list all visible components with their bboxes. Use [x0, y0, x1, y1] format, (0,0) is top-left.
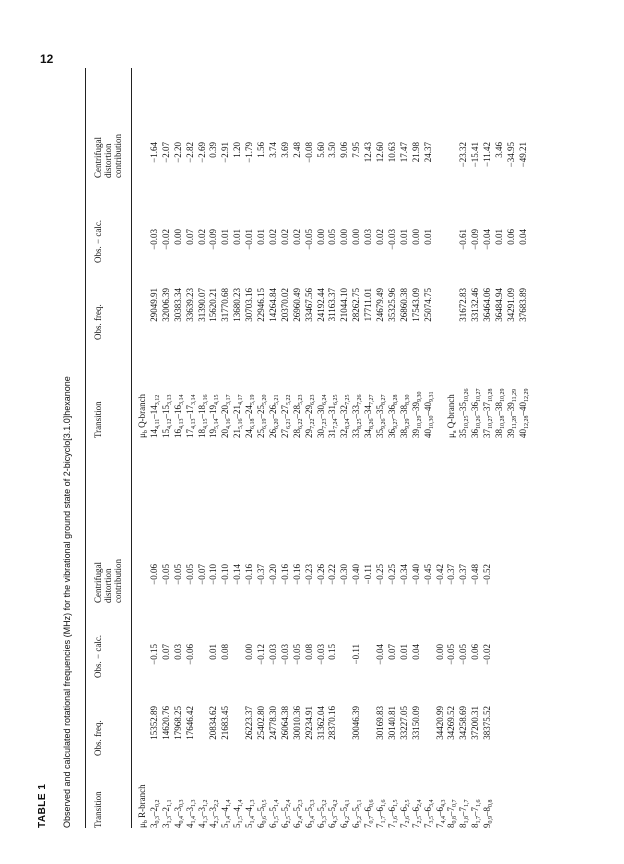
right-d-cell: 0.01 [494, 229, 504, 245]
right-d-cell: 0.05 [327, 229, 338, 245]
left-d-cell: 0.01 [398, 644, 409, 660]
left-c-cell: −0.05 [160, 564, 171, 585]
page-number: 12 [40, 52, 54, 66]
left-t-cell: $4_{2,3}-3_{2,2}$ [208, 799, 221, 828]
right-c-cell: −2.91 [220, 142, 231, 163]
left-t-cell: $7_{2,6}-6_{2,5}$ [398, 799, 411, 828]
right-d-cell: 0.04 [517, 229, 528, 245]
right-f-cell: 17711.01 [363, 288, 374, 322]
left-d-cell: 0.15 [327, 644, 338, 660]
right-c-cell: −1.79 [244, 142, 255, 163]
right-c-cell: −2.69 [196, 142, 207, 163]
left-d-cell: −0.15 [148, 644, 159, 665]
right-c-cell: 9.06 [339, 142, 350, 158]
right-c-cell: 7.95 [351, 142, 362, 158]
left-t-cell: $4_{1,3}-3_{1,2}$ [196, 799, 209, 828]
left-c-cell: −0.11 [363, 564, 374, 585]
right-f-cell: 33639.23 [184, 288, 195, 322]
right-t-cell: $37_{10,27}-37_{10,28}$ [482, 388, 495, 438]
right-t-cell: $\mu_a$ Q-branch [446, 394, 459, 438]
right-f-cell: 29049.91 [148, 288, 159, 322]
right-f-cell: 31390.07 [196, 288, 207, 322]
left-f-cell: 34258.69 [458, 706, 469, 740]
left-f-cell: 37200.31 [470, 706, 481, 740]
left-d-cell: −0.03 [279, 644, 290, 665]
right-c-cell: 3.50 [327, 142, 338, 158]
left-t-cell: $6_{1,5}-5_{1,4}$ [267, 799, 280, 828]
right-t-cell: $25_{6,19}-25_{5,20}$ [256, 394, 268, 438]
left-t-cell: $6_{4,2}-5_{4,1}$ [339, 799, 352, 828]
right-c-cell: −0.08 [303, 142, 314, 163]
left-c-cell: −0.16 [291, 564, 302, 585]
right-t-cell: $34_{8,26}-34_{7,27}$ [363, 394, 376, 438]
left-d-cell: 0.00 [434, 644, 445, 660]
left-d-cell: 0.04 [410, 644, 421, 660]
left-t-cell: $6_{3,4}-5_{3,3}$ [303, 799, 316, 828]
left-t-cell: $8_{1,8}-7_{1,7}$ [458, 799, 471, 828]
left-d-cell: −0.06 [184, 644, 195, 665]
right-f-cell: 30703.16 [244, 288, 255, 322]
right-f-cell: 25074.75 [422, 288, 433, 322]
left-f-cell: 26064.38 [279, 706, 290, 740]
top-rule [85, 68, 86, 828]
right-f-cell: 24192.44 [315, 288, 326, 322]
right-t-cell: $36_{10,26}-36_{10,27}$ [470, 388, 483, 438]
right-c-cell: 2.48 [291, 142, 302, 158]
right-d-cell: 0.01 [220, 229, 231, 245]
right-t-cell: $38_{10,28}-38_{10,29}$ [494, 388, 506, 438]
right-t-cell: $38_{9,29}-38_{8,30}$ [398, 394, 411, 438]
right-c-cell: −15.41 [470, 142, 481, 168]
left-d-cell: −0.11 [351, 644, 362, 665]
right-f-cell: 33132.46 [470, 288, 481, 322]
right-f-cell: 26860.38 [398, 288, 409, 322]
left-c-cell: −0.20 [267, 564, 278, 585]
right-c-cell: 10.63 [386, 142, 397, 163]
right-t-cell: $20_{4,16}-20_{3,17}$ [220, 394, 233, 438]
right-t-cell: $40_{10,30}-40_{9,31}$ [422, 391, 435, 438]
right-f-cell: 20370.02 [279, 288, 290, 322]
right-d-cell: −0.01 [244, 229, 255, 250]
right-c-cell: 1.56 [256, 142, 266, 158]
left-d-cell: −0.05 [291, 644, 302, 665]
left-c-cell: −0.16 [279, 564, 290, 585]
left-c-cell: −0.23 [303, 564, 314, 585]
right-f-cell: 22946.15 [256, 288, 266, 322]
right-t-cell: $36_{9,27}-36_{8,28}$ [386, 394, 399, 438]
left-d-cell: −0.03 [267, 644, 278, 665]
right-d-cell: 0.06 [505, 229, 516, 245]
right-c-cell: −2.20 [172, 142, 183, 163]
left-f-cell: 17646.42 [184, 706, 195, 740]
rotated-table [37, 68, 624, 828]
left-t-cell: $6_{5,2}-5_{5,1}$ [351, 799, 364, 828]
left-c-cell: −0.34 [398, 564, 409, 585]
left-t-cell: $7_{1,6}-6_{1,5}$ [386, 799, 399, 828]
left-t-cell: $5_{1,4}-4_{1,3}$ [244, 799, 257, 828]
left-f-cell: 33150.09 [410, 706, 421, 740]
right-d-cell: 0.01 [422, 229, 433, 245]
right-c-cell: 12.43 [363, 142, 374, 163]
right-f-cell: 26960.49 [291, 288, 302, 322]
left-t-cell: $6_{2,5}-5_{2,4}$ [279, 799, 292, 828]
header-rule [131, 68, 132, 828]
right-t-cell: $24_{6,18}-24_{5,19}$ [244, 394, 257, 438]
left-c-cell: −0.07 [196, 564, 207, 585]
right-d-cell: 0.00 [410, 229, 421, 245]
left-f-cell: 30140.81 [386, 706, 397, 740]
right-c-cell: 5.60 [315, 142, 326, 158]
right-t-cell: $26_{6,20}-26_{5,21}$ [267, 394, 280, 438]
right-t-cell: $40_{12,28}-40_{12,29}$ [517, 388, 530, 438]
right-d-cell: 0.00 [339, 229, 350, 245]
left-c-cell: −0.37 [256, 564, 266, 585]
left-t-cell: $9_{0,9}-8_{0,8}$ [482, 799, 495, 828]
right-d-cell: 0.01 [232, 229, 243, 245]
header-obs-freq-left: Obs. freq. [93, 720, 103, 756]
right-c-cell: 12.60 [375, 142, 385, 163]
right-c-cell: 0.39 [208, 142, 219, 158]
left-d-cell: 0.01 [208, 644, 219, 660]
left-t-cell: $7_{3,5}-6_{3,4}$ [422, 799, 435, 828]
left-c-cell: −0.37 [458, 564, 469, 585]
left-c-cell: −0.40 [410, 564, 421, 585]
left-c-cell: −0.48 [470, 564, 481, 585]
left-f-cell: 30046.39 [351, 706, 362, 740]
left-t-cell: $\mu_b$ R-branch [137, 784, 149, 828]
right-d-cell: −0.04 [482, 229, 493, 250]
right-f-cell: 37683.89 [517, 288, 528, 322]
right-d-cell: 0.00 [172, 229, 183, 245]
right-t-cell: $18_{4,15}-18_{3,16}$ [196, 394, 209, 438]
right-d-cell: −0.03 [148, 229, 159, 250]
header-transition-right: Transition [93, 401, 103, 438]
right-t-cell: $15_{4,12}-15_{3,13}$ [160, 394, 173, 438]
right-t-cell: $21_{5,16}-21_{4,17}$ [232, 394, 245, 438]
right-t-cell: $31_{7,24}-31_{6,25}$ [327, 394, 340, 438]
right-t-cell: $14_{4,11}-14_{3,12}$ [148, 394, 161, 438]
right-d-cell: 0.02 [279, 229, 290, 245]
right-c-cell: 21.98 [410, 142, 421, 163]
right-t-cell: $27_{6,21}-27_{5,22}$ [279, 394, 292, 438]
left-f-cell: 21683.45 [220, 706, 231, 740]
header-obs-freq-right: Obs. freq. [93, 304, 103, 340]
left-c-cell: −0.45 [422, 564, 433, 585]
right-t-cell: $33_{8,25}-33_{7,26}$ [351, 394, 364, 438]
right-t-cell: $35_{9,26}-35_{8,27}$ [375, 394, 387, 438]
left-f-cell: 20834.62 [208, 706, 219, 740]
left-t-cell: $6_{4,3}-5_{4,2}$ [327, 799, 340, 828]
right-f-cell: 13680.23 [232, 288, 243, 322]
left-f-cell: 34269.52 [446, 706, 457, 740]
right-d-cell: 0.02 [291, 229, 302, 245]
right-f-cell: 24679.49 [375, 288, 385, 322]
left-c-cell: −0.10 [208, 564, 219, 585]
right-c-cell: 3.46 [494, 142, 504, 158]
left-f-cell: 25402.80 [256, 706, 266, 740]
left-t-cell: $3_{1,3}-2_{1,1}$ [160, 799, 173, 828]
right-f-cell: 35325.96 [386, 288, 397, 322]
left-d-cell: 0.07 [386, 644, 397, 660]
left-d-cell: 0.00 [244, 644, 255, 660]
left-t-cell: $7_{2,5}-6_{2,4}$ [410, 799, 423, 828]
right-f-cell: 31672.83 [458, 288, 469, 322]
right-f-cell: 14264.84 [267, 288, 278, 322]
right-d-cell: 0.02 [196, 229, 207, 245]
left-t-cell: $3_{0,3}-2_{0,2}$ [148, 799, 161, 828]
left-t-cell: $5_{1,4}-4_{1,4}$ [220, 799, 233, 828]
left-f-cell: 24778.30 [267, 706, 278, 740]
right-f-cell: 17543.09 [410, 288, 421, 322]
right-t-cell: $16_{4,13}-16_{3,14}$ [172, 394, 185, 438]
left-d-cell: 0.06 [470, 644, 481, 660]
left-c-cell: −0.26 [315, 564, 326, 585]
left-f-cell: 30169.83 [375, 706, 385, 740]
header-obs-calc-right: Obs. − calc. [93, 219, 103, 263]
right-t-cell: $29_{7,22}-29_{6,23}$ [303, 394, 316, 438]
right-c-cell: −2.07 [160, 142, 171, 163]
left-c-cell: −0.37 [446, 564, 457, 585]
right-d-cell: 0.02 [375, 229, 385, 245]
left-t-cell: $7_{4,4}-6_{4,3}$ [434, 799, 447, 828]
right-d-cell: 0.07 [184, 229, 195, 245]
left-d-cell: −0.05 [446, 644, 457, 665]
right-f-cell: 34291.09 [505, 288, 516, 322]
right-c-cell: 17.47 [398, 142, 409, 163]
right-d-cell: 0.01 [398, 229, 409, 245]
right-d-cell: 0.01 [256, 229, 266, 245]
left-c-cell: −0.05 [184, 564, 195, 585]
right-f-cell: 32006.39 [160, 288, 171, 322]
right-c-cell: 1.20 [232, 142, 243, 158]
header-obs-calc-left: Obs. − calc. [93, 634, 103, 678]
right-f-cell: 36484.94 [494, 288, 504, 322]
left-f-cell: 17968.25 [172, 706, 183, 740]
table-label: TABLE 1 [37, 783, 48, 828]
right-f-cell: 30383.34 [172, 288, 183, 322]
left-t-cell: $8_{0,8}-7_{0,7}$ [446, 799, 459, 828]
left-f-cell: 14620.76 [160, 706, 171, 740]
header-transition-left: Transition [93, 791, 103, 828]
left-f-cell: 38375.52 [482, 706, 493, 740]
left-t-cell: $6_{3,3}-5_{3,2}$ [315, 799, 328, 828]
left-t-cell: $8_{1,7}-7_{1,6}$ [470, 799, 483, 828]
left-d-cell: 0.08 [220, 644, 231, 660]
left-f-cell: 30010.36 [291, 706, 302, 740]
right-t-cell: $30_{7,23}-30_{6,24}$ [315, 394, 328, 438]
header-distortion-right: Centrifugal distortion contribution [93, 134, 123, 178]
right-f-cell: 33467.56 [303, 288, 314, 322]
left-d-cell: −0.02 [482, 644, 493, 665]
left-c-cell: −0.25 [386, 564, 397, 585]
left-c-cell: −0.10 [220, 564, 231, 585]
left-d-cell: 0.08 [303, 644, 314, 660]
right-d-cell: −0.09 [208, 229, 219, 250]
right-d-cell: −0.05 [303, 229, 314, 250]
left-t-cell: $5_{1,5}-4_{1,4}$ [232, 799, 245, 828]
right-f-cell: 31163.37 [327, 288, 338, 322]
left-c-cell: −0.05 [172, 564, 183, 585]
header-distortion-left: Centrifugal distortion contribution [93, 559, 123, 603]
left-t-cell: $6_{2,4}-5_{2,3}$ [291, 799, 304, 828]
right-c-cell: 24.37 [422, 142, 433, 163]
right-c-cell: −49.21 [517, 142, 528, 168]
right-t-cell: $39_{10,29}-39_{9,30}$ [410, 391, 423, 438]
right-c-cell: −11.42 [482, 142, 493, 167]
right-t-cell: $17_{4,13}-17_{3,14}$ [184, 394, 197, 438]
left-d-cell: −0.05 [458, 644, 469, 665]
left-d-cell: 0.07 [160, 644, 171, 660]
right-f-cell: 36464.06 [482, 288, 493, 322]
right-t-cell: $35_{10,25}-35_{10,26}$ [458, 388, 471, 438]
left-d-cell: −0.04 [375, 644, 385, 665]
left-f-cell: 31362.04 [315, 706, 326, 740]
right-c-cell: −1.64 [148, 142, 159, 163]
left-f-cell: 34420.99 [434, 706, 445, 740]
right-t-cell: $39_{11,28}-39_{11,29}$ [505, 388, 518, 438]
table-caption: Observed and calculated rotational frequencies (MHz) for the vibrational ground state of 2-bicyclo[3.1.0]hexanone [62, 376, 72, 828]
right-d-cell: −0.09 [470, 229, 481, 250]
right-c-cell: −23.32 [458, 142, 469, 168]
right-d-cell: −0.02 [160, 229, 171, 250]
left-t-cell: $4_{0,4}-3_{0,3}$ [172, 799, 185, 828]
right-d-cell: −0.61 [458, 229, 469, 250]
left-f-cell: 29234.91 [303, 706, 314, 740]
left-c-cell: −0.30 [339, 564, 350, 585]
right-c-cell: −2.82 [184, 142, 195, 163]
right-c-cell: 3.74 [267, 142, 278, 158]
right-d-cell: 0.02 [267, 229, 278, 245]
left-c-cell: −0.42 [434, 564, 445, 585]
left-t-cell: $6_{0,6}-5_{0,5}$ [256, 799, 268, 828]
right-c-cell: −34.95 [505, 142, 516, 168]
left-t-cell: $7_{1,7}-6_{1,6}$ [375, 799, 387, 828]
right-t-cell: $28_{6,22}-28_{5,23}$ [291, 394, 304, 438]
left-f-cell: 26223.37 [244, 706, 255, 740]
right-f-cell: 28262.75 [351, 288, 362, 322]
left-f-cell: 28370.16 [327, 706, 338, 740]
left-c-cell: −0.16 [244, 564, 255, 585]
left-d-cell: 0.03 [172, 644, 183, 660]
right-f-cell: 21044.10 [339, 288, 350, 322]
right-f-cell: 15620.21 [208, 288, 219, 322]
left-c-cell: −0.06 [148, 564, 159, 585]
left-c-cell: −0.25 [375, 564, 385, 585]
left-c-cell: −0.52 [482, 564, 493, 585]
left-t-cell: $7_{0,7}-6_{0,6}$ [363, 799, 376, 828]
left-d-cell: −0.03 [315, 644, 326, 665]
left-c-cell: −0.14 [232, 564, 243, 585]
left-f-cell: 15352.89 [148, 706, 159, 740]
right-d-cell: 0.00 [315, 229, 326, 245]
left-t-cell: $4_{1,4}-3_{1,3}$ [184, 799, 197, 828]
right-t-cell: $32_{8,24}-32_{7,25}$ [339, 394, 352, 438]
right-c-cell: 3.69 [279, 142, 290, 158]
left-f-cell: 33227.05 [398, 706, 409, 740]
right-t-cell: $19_{5,14}-19_{4,15}$ [208, 394, 221, 438]
right-d-cell: 0.03 [363, 229, 374, 245]
left-d-cell: −0.12 [256, 644, 266, 665]
right-d-cell: −0.03 [386, 229, 397, 250]
left-c-cell: −0.22 [327, 564, 338, 585]
right-d-cell: 0.00 [351, 229, 362, 245]
right-f-cell: 31770.68 [220, 288, 231, 322]
right-t-cell: $\mu_b$ Q-branch [137, 393, 149, 438]
left-c-cell: −0.40 [351, 564, 362, 585]
